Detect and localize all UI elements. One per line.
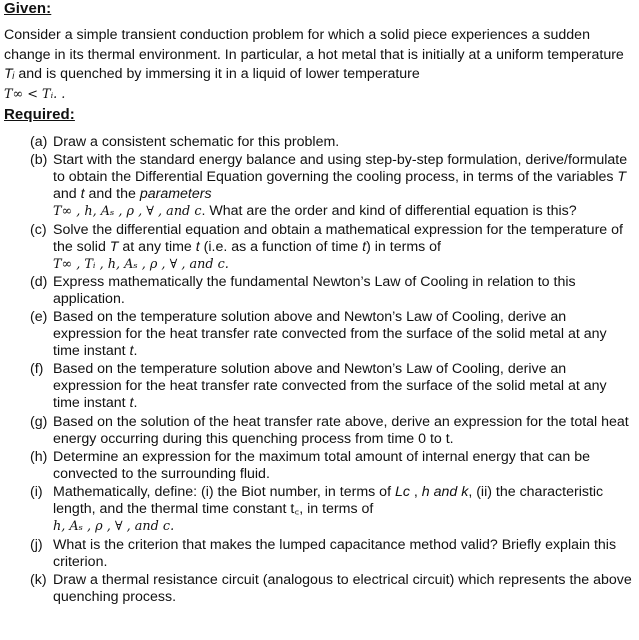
item-body xyxy=(53,222,636,273)
item-tail: , (ii) the characteristic length, and the thermal time constant t꜀, in terms of xyxy=(53,484,604,518)
item-label: (b) xyxy=(30,152,48,169)
required-item-f xyxy=(30,361,636,412)
item-label: (i) xyxy=(30,484,43,501)
item-label: (e) xyxy=(30,309,48,326)
item-text: Based on the temperature solution above and Newton’s Law of Cooling, derive an expression for the heat transfer rate convected from the surface of the solid metal at any time instant xyxy=(53,309,607,360)
item-text-and: and xyxy=(53,186,81,203)
required-item-a xyxy=(30,134,636,151)
var-t: t xyxy=(195,238,200,255)
item-text: What is the criterion that makes the lumped capacitance method valid? Briefly explain this criterion. xyxy=(53,536,617,570)
item-label: (h) xyxy=(30,449,48,466)
item-text: Based on the temperature solution above and Newton’s Law of Cooling, derive an expression for the heat transfer rate convected from the surface of the solid metal at any time instant xyxy=(53,361,607,412)
item-label: (k) xyxy=(30,571,47,588)
item-text: Determine an expression for the maximum total amount of internal energy that can be convected to the surrounding fluid. xyxy=(53,449,591,483)
intro-text-2: and is quenched by immersing it in a liquid of lower temperature xyxy=(14,66,420,83)
item-text: Draw a thermal resistance circuit (analogous to electrical circuit) which represents the above quenching process. xyxy=(53,571,632,605)
required-item-g xyxy=(30,414,636,448)
item-body xyxy=(53,361,636,412)
item-text: Draw a consistent schematic for this problem. xyxy=(53,134,340,150)
required-list xyxy=(30,134,636,607)
item-text: Solve the differential equation and obtain a mathematical expression for the temperature of the solid xyxy=(53,221,623,255)
var-t: t xyxy=(129,395,134,412)
var-Lc: Lc xyxy=(394,484,410,501)
item-label: (j) xyxy=(30,536,43,553)
var-h-and-k: h and k xyxy=(421,484,469,501)
var-T: T xyxy=(109,238,119,255)
item-tail: . xyxy=(133,395,138,412)
parameter-list: h, Aₛ , ρ , ∀ , and c. xyxy=(53,519,175,535)
item-tail: (i.e. as a function of time xyxy=(199,238,363,255)
item-text-and2: and the xyxy=(84,186,140,203)
item-text: Express mathematically the fundamental Newton’s Law of Cooling in relation to this application. xyxy=(53,273,576,307)
item-label: (c) xyxy=(30,221,47,238)
required-item-j xyxy=(30,537,636,571)
given-intro xyxy=(4,26,636,104)
required-item-i xyxy=(30,484,636,535)
required-item-k xyxy=(30,572,636,606)
item-tail2: ) in terms of xyxy=(366,238,442,255)
var-t2: t xyxy=(362,238,367,255)
var-T: T xyxy=(617,169,627,186)
item-text: Start with the standard energy balance and using step-by-step formulation, derive/formulate to obtain the Differential Equation governing the cooling process, in terms of the variables xyxy=(53,152,628,186)
item-text-mid: at any time xyxy=(118,238,196,255)
given-heading: Given: xyxy=(4,0,52,17)
item-label: (d) xyxy=(30,273,48,290)
required-item-h xyxy=(30,449,636,483)
intro-ti: Tᵢ xyxy=(4,66,15,83)
required-item-d xyxy=(30,274,636,308)
item-label: (g) xyxy=(30,413,48,430)
required-item-b xyxy=(30,152,636,220)
required-item-e xyxy=(30,309,636,360)
item-body xyxy=(53,484,636,535)
item-label: (a) xyxy=(30,134,48,150)
parameter-list: T∞ , h, Aₛ , ρ , ∀ , and c xyxy=(53,204,202,220)
item-body xyxy=(53,309,636,360)
parameter-list: T∞ , Tᵢ , h, Aₛ , ρ , ∀ , and c. xyxy=(53,256,229,272)
intro-math-line: T∞ < Tᵢ. . xyxy=(4,86,66,102)
required-heading: Required: xyxy=(4,106,75,123)
required-item-c xyxy=(30,222,636,273)
var-t: t xyxy=(129,343,134,360)
item-text: Mathematically, define: (i) the Biot number, in terms of xyxy=(53,484,395,501)
parameters-word: parameters xyxy=(139,186,212,203)
item-tail: . xyxy=(133,343,138,360)
var-t: t xyxy=(80,186,85,203)
item-label: (f) xyxy=(30,361,44,378)
item-body xyxy=(53,152,636,220)
item-comma: , xyxy=(409,484,422,501)
item-tail: . What are the order and kind of differential equation is this? xyxy=(201,203,577,220)
item-text: Based on the solution of the heat transfer rate above, derive an expression for the total heat energy occurring during this quenching process from time 0 to t. xyxy=(53,413,629,447)
intro-text-1: Consider a simple transient conduction problem for which a solid piece experiences a sudden change in its thermal environment. In particular, a hot metal that is initially at a uniform temperature xyxy=(4,27,624,63)
